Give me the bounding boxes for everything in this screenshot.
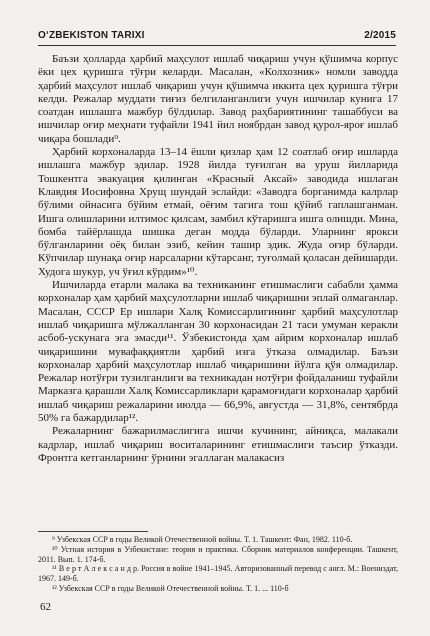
footnote-10: ¹⁰ Устная история в Узбекистане: теория и практика. Сборник материалов конференции. Ташкент, 2011. Вып. 1. 174-б.	[38, 544, 398, 564]
page-number: 62	[40, 601, 51, 613]
footnote-11: ¹¹ В е р т А л е к с а н д р. Россия в войне 1941–1945. Авторизованный перевод с англ. М.: Воениздат, 1967. 149-б.	[38, 564, 398, 584]
paragraph-3: Ишчиларда етарли малака ва техниканинг етишмаслиги сабабли ҳамма корхоналар ҳам ҳарбий маҳсулотларни ишлаб чиқаришни эплай олмаганлар. Масалан, СССР Ер ишлари Халқ Комиссарлигининг ҳарбий маҳсулотлар ишлаб чиқаришга мўлжалланган 30 корхонасидан 21 таси умуман керакли асбоб-ускунага эга эмасди¹¹. Ўзбекистонда ҳам айрим корхоналар ишлаб чиқаришини мувафаққиятли ҳарбий изга ўтказа олмадилар. Баъзи корхоналар ҳарбий маҳсулотлар ишлаб чиқаришини йўлга қўя олмадилар. Режалар нотўғри тузилганлиги ва техникадан нотўғри фойдаланиш туфайли Марказга қарашли Халқ Комиссарликлари қарамоғидаги корхоналар ҳарбий ишлаб чиқариш режаларини июлда — 66,9%, августда — 31,8%, сентябрда 50% га бажардилар¹².	[38, 279, 398, 425]
running-header	[38, 30, 396, 44]
journal-title: O‘ZBEKISTON TARIXI	[38, 30, 145, 41]
paragraph-4: Режаларнинг бажарилмаслигига ишчи кучининг, айниқса, малакали кадрлар, ишлаб чиқариш воситаларининг етишмаслиги таъсир ўтказди. Фронтга кетганларнинг ўрнини эгаллаган малакасиз	[38, 425, 398, 464]
footnote-12: ¹² Узбекская ССР в годы Великой Отечественной войны. Т. 1. ... 110-б	[52, 583, 289, 593]
footnote-rule	[38, 531, 148, 532]
header-rule	[38, 45, 396, 46]
footnote-9: ⁹ Узбекская ССР в годы Великой Отечественной войны. Т. 1. Ташкент: Фан, 1982. 110-б.	[52, 535, 353, 544]
issue-number: 2/2015	[364, 30, 396, 41]
paragraph-1: Баъзи ҳолларда ҳарбий маҳсулот ишлаб чиқариш учун қўшимча корпус ёки цех қуришга тўғри келарди. Масалан, «Колхозник» номли заводда ҳарбий маҳсулот ишлаб чиқариш учун қўшимча иккита цех қуришга тўғри келди. Режалар муддати тиғиз белгиланганлиги учун ишчилар кунига 17 соатдан ишлашга мажбур бўлдилар. Завод раҳбариятининг ташаббуси ва ишчилар оғир меҳнати туфайли 1941 йил ноябрдан завод қурол-яроғ ишлаб чиқара бошлади⁹.	[38, 53, 398, 145]
article-body	[38, 53, 398, 465]
paragraph-2: Ҳарбий корхоналарда 13–14 ёшли қизлар ҳам 12 соатлаб оғир ишларда ишлашга мажбур эдилар. 1928 йилда туғилган ва уруш йилларида Тошкентга эвакуация қилинган «Красный Аксай» заводида ишлаган Клавдия Иосифовна Хрущ шундай эслайди: «Заводга борганимда калрлар бўлими ойнасига бўйим етмай, оёғим тагига тош қўйиб гаплашганман. Ишга олишларини илтимос қилсам, замбил кўтаришга ишга олишди. Мина, бомба тайёрлашда шишка деган модда бўларди. Уларнинг ярокси бўлганларини оёқ билан эзиб, кейин ташир эдик. Жуда оғир бўларди. Кўпчилар шунақа оғир нарсаларни кўтарсанг, туғолмай қоласан дейишарди. Худога шукур, уч ўғил кўрдим»¹⁰.	[38, 146, 398, 278]
footnotes	[38, 535, 398, 594]
